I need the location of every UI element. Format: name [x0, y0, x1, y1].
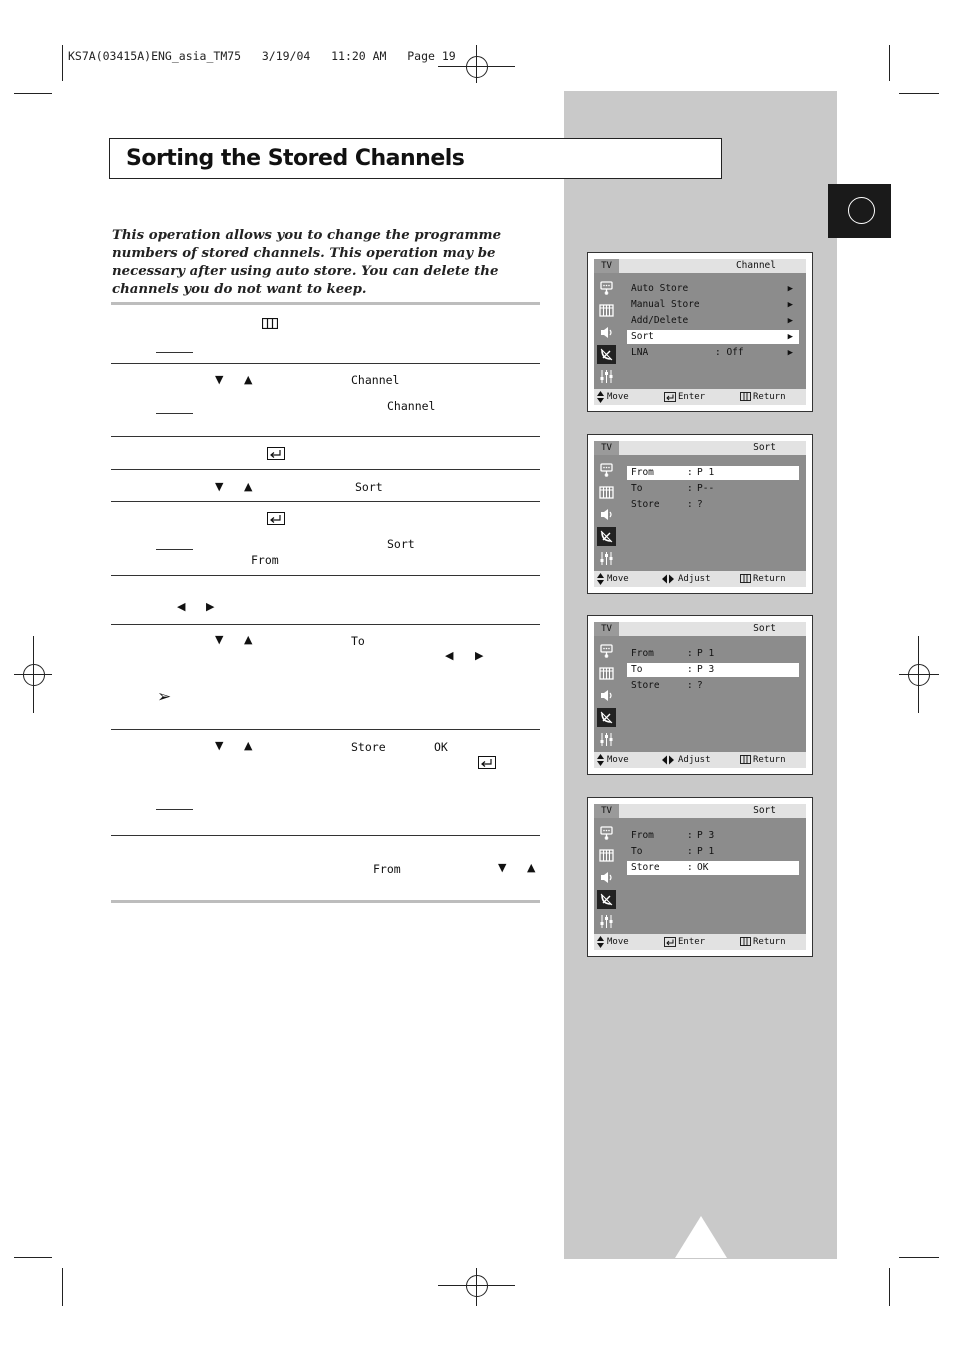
tv-menu-row-label: Auto Store: [631, 283, 689, 294]
tv-menu-row: [627, 282, 799, 296]
return-icon: [740, 934, 751, 950]
footer-action-label: Enter: [678, 392, 706, 402]
footer-return-label: Return: [753, 937, 786, 947]
menu-icon: [262, 318, 278, 329]
tv-menu-title: Sort: [753, 623, 776, 634]
tv-menu-row: [627, 829, 799, 843]
tv-menu-header: [594, 441, 806, 455]
tv-label: TV: [594, 441, 619, 455]
footer-move-label: Move: [607, 392, 629, 402]
code-channel: Channel: [387, 399, 436, 413]
footer-action-label: Adjust: [678, 755, 711, 765]
tv-menu-row-separator: :: [687, 467, 693, 478]
tv-menu-footer: [594, 934, 806, 950]
crop-mark: [899, 1257, 939, 1258]
tv-menu-row: [627, 663, 799, 677]
return-icon: [740, 571, 751, 587]
picture-icon: [597, 279, 616, 298]
function-icon: [597, 912, 616, 931]
right-arrow-icon: ▶: [475, 649, 484, 662]
code-to: To: [351, 634, 365, 648]
print-header: KS7A(03415A)ENG_asia_TM75 3/19/04 11:20 AM Page 19: [68, 49, 456, 63]
return-icon: [740, 752, 751, 768]
enter-icon: [664, 389, 676, 405]
down-arrow-icon: ▼: [498, 861, 507, 874]
tv-menu-screen: [587, 615, 813, 775]
sound-icon: [597, 868, 616, 887]
sound-icon: [597, 686, 616, 705]
right-arrow-icon: ▶: [206, 600, 215, 613]
tv-menu-row-value: P 1: [697, 648, 715, 659]
footer-return-label: Return: [753, 392, 786, 402]
page-title-box: [109, 138, 722, 179]
tv-menu-row-separator: :: [687, 664, 693, 675]
tv-menu-row-separator: :: [687, 830, 693, 841]
picture-icon: [597, 824, 616, 843]
tv-menu-row-separator: :: [687, 499, 693, 510]
move-icon: [597, 389, 604, 405]
tv-menu-row-label: To: [631, 846, 643, 857]
step-divider: [111, 729, 540, 730]
result-underline: [156, 413, 193, 414]
tv-menu-row-value: : Off: [715, 347, 744, 358]
registration-mark: [908, 664, 930, 686]
submenu-arrow-icon: ▶: [787, 300, 793, 310]
channel-icon: [597, 890, 616, 909]
tv-menu-row-value: P 1: [697, 846, 715, 857]
step-divider: [111, 624, 540, 625]
tv-menu-title: Sort: [753, 442, 776, 453]
registration-mark: [466, 1275, 488, 1297]
crop-mark: [14, 1257, 52, 1258]
tv-menu-row-value: P 3: [697, 830, 715, 841]
step-divider: [111, 575, 540, 576]
tv-menu-screen: [587, 797, 813, 957]
tv-menu-panel: [594, 259, 806, 405]
code-from: From: [251, 553, 279, 567]
tv-menu-row-label: From: [631, 467, 654, 478]
tv-label: TV: [594, 622, 619, 636]
tv-menu-row-label: Store: [631, 862, 660, 873]
result-underline: [156, 352, 193, 353]
tv-menu-row: [627, 498, 799, 512]
tv-menu-row-label: From: [631, 648, 654, 659]
registration-mark: [466, 56, 488, 78]
sound-icon: [597, 323, 616, 342]
tv-menu-header: [594, 804, 806, 818]
code-sort: Sort: [387, 537, 415, 551]
up-arrow-icon: ▲: [244, 633, 253, 646]
tv-menu-row-label: Store: [631, 499, 660, 510]
tv-menu-footer: [594, 389, 806, 405]
tv-menu-screen: [587, 252, 813, 412]
footer-return-label: Return: [753, 755, 786, 765]
tv-menu-title: Channel: [735, 260, 776, 271]
tv-menu-panel: [594, 622, 806, 768]
tv-menu-row: [627, 330, 799, 344]
tv-menu-row-label: Add/Delete: [631, 315, 689, 326]
move-icon: [597, 571, 604, 587]
tv-menu-row-value: P--: [697, 483, 715, 494]
left-arrow-icon: ◀: [445, 649, 454, 662]
step-divider: [111, 835, 540, 836]
tv-menu-row-label: To: [631, 664, 643, 675]
footer-move-label: Move: [607, 937, 629, 947]
submenu-arrow-icon: ▶: [787, 332, 793, 342]
tv-menu-row-value: P 1: [697, 467, 715, 478]
crop-mark: [889, 45, 890, 81]
tv-menu-row-label: Sort: [631, 331, 654, 342]
crop-mark: [62, 45, 63, 81]
tv-menu-row-value: ?: [697, 499, 703, 510]
tv-menu-icon-column: [594, 636, 619, 752]
result-underline: [156, 809, 193, 810]
crop-mark: [889, 1268, 890, 1306]
footer-move-label: Move: [607, 755, 629, 765]
result-underline: [156, 549, 193, 550]
tv-menu-row: [627, 298, 799, 312]
adjust-icon: [662, 571, 674, 587]
sound-icon: [597, 505, 616, 524]
registration-line: [918, 636, 919, 713]
tv-menu-icon-column: [594, 273, 619, 389]
channel-icon: [597, 345, 616, 364]
setup-icon: [597, 846, 616, 865]
step-divider: [111, 436, 540, 437]
tv-menu-row: [627, 314, 799, 328]
code-channel: Channel: [351, 373, 400, 387]
footer-move-label: Move: [607, 574, 629, 584]
channel-icon: [597, 708, 616, 727]
return-icon: [740, 389, 751, 405]
tv-menu-row: [627, 647, 799, 661]
down-arrow-icon: ▼: [215, 739, 224, 752]
tv-menu-panel: [594, 804, 806, 950]
registration-line: [476, 1268, 477, 1306]
down-arrow-icon: ▼: [215, 633, 224, 646]
picture-icon: [597, 642, 616, 661]
tv-menu-footer: [594, 752, 806, 768]
crop-mark: [899, 93, 939, 94]
code-sort: Sort: [355, 480, 383, 494]
tv-menu-row-value: OK: [697, 862, 709, 873]
down-arrow-icon: ▼: [215, 373, 224, 386]
page-title: Sorting the Stored Channels: [126, 146, 465, 171]
tv-menu-row-separator: :: [687, 846, 693, 857]
tv-menu-row: [627, 679, 799, 693]
tv-menu-row-label: LNA: [631, 347, 649, 358]
function-icon: [597, 367, 616, 386]
section-rule-top: [111, 302, 540, 305]
adjust-icon: [662, 752, 674, 768]
tv-menu-row-separator: :: [687, 483, 693, 494]
tv-menu-screen: [587, 434, 813, 594]
move-icon: [597, 934, 604, 950]
tv-menu-row-separator: :: [687, 862, 693, 873]
note-arrow-icon: ➢: [157, 687, 172, 707]
setup-icon: [597, 301, 616, 320]
intro-paragraph: This operation allows you to change the programme numbers of stored channels. This operation may be necessary after using auto store. You can delete the channels you do not want to keep.: [112, 228, 502, 297]
registration-line: [899, 674, 939, 675]
tv-menu-row: [627, 861, 799, 875]
down-arrow-icon: ▼: [215, 480, 224, 493]
tv-menu-header: [594, 622, 806, 636]
setup-icon: [597, 483, 616, 502]
tv-menu-row-label: To: [631, 483, 643, 494]
footer-action-label: Enter: [678, 937, 706, 947]
submenu-arrow-icon: ▶: [787, 348, 793, 358]
page-triangle-icon: [675, 1216, 727, 1258]
step-divider: [111, 501, 540, 502]
tv-label: TV: [594, 259, 619, 273]
picture-icon: [597, 461, 616, 480]
step-divider: [111, 363, 540, 364]
setup-icon: [597, 664, 616, 683]
tv-menu-row-value: ?: [697, 680, 703, 691]
tv-menu-row-label: Manual Store: [631, 299, 700, 310]
enter-icon: [267, 512, 285, 525]
up-arrow-icon: ▲: [244, 480, 253, 493]
up-arrow-icon: ▲: [527, 861, 536, 874]
tv-menu-row-label: From: [631, 830, 654, 841]
tv-menu-icon-column: [594, 818, 619, 934]
footer-action-label: Adjust: [678, 574, 711, 584]
up-arrow-icon: ▲: [244, 739, 253, 752]
tv-menu-row: [627, 482, 799, 496]
registration-line: [476, 45, 477, 83]
enter-icon: [478, 756, 496, 769]
move-icon: [597, 752, 604, 768]
code-store: Store: [351, 740, 386, 754]
function-icon: [597, 730, 616, 749]
step-divider: [111, 469, 540, 470]
crop-mark: [62, 1268, 63, 1306]
tv-menu-icon-column: [594, 455, 619, 571]
enter-icon: [664, 934, 676, 950]
tv-menu-row-label: Store: [631, 680, 660, 691]
tv-menu-row: [627, 845, 799, 859]
tv-menu-row: [627, 466, 799, 480]
registration-line: [33, 636, 34, 713]
channel-icon: [597, 527, 616, 546]
tab-circle-icon: [848, 197, 875, 224]
tv-menu-row-separator: :: [687, 648, 693, 659]
registration-mark: [23, 664, 45, 686]
tv-label: TV: [594, 804, 619, 818]
tv-menu-row-separator: :: [687, 680, 693, 691]
submenu-arrow-icon: ▶: [787, 284, 793, 294]
enter-icon: [267, 447, 285, 460]
tv-menu-header: [594, 259, 806, 273]
tv-menu-row-value: P 3: [697, 664, 715, 675]
code-from: From: [373, 862, 401, 876]
tv-menu-row: [627, 346, 799, 360]
code-ok: OK: [434, 740, 448, 754]
crop-mark: [14, 93, 52, 94]
left-arrow-icon: ◀: [177, 600, 186, 613]
up-arrow-icon: ▲: [244, 373, 253, 386]
function-icon: [597, 549, 616, 568]
footer-return-label: Return: [753, 574, 786, 584]
section-rule-bottom: [111, 900, 540, 903]
tv-menu-panel: [594, 441, 806, 587]
tv-menu-title: Sort: [753, 805, 776, 816]
submenu-arrow-icon: ▶: [787, 316, 793, 326]
tv-menu-footer: [594, 571, 806, 587]
